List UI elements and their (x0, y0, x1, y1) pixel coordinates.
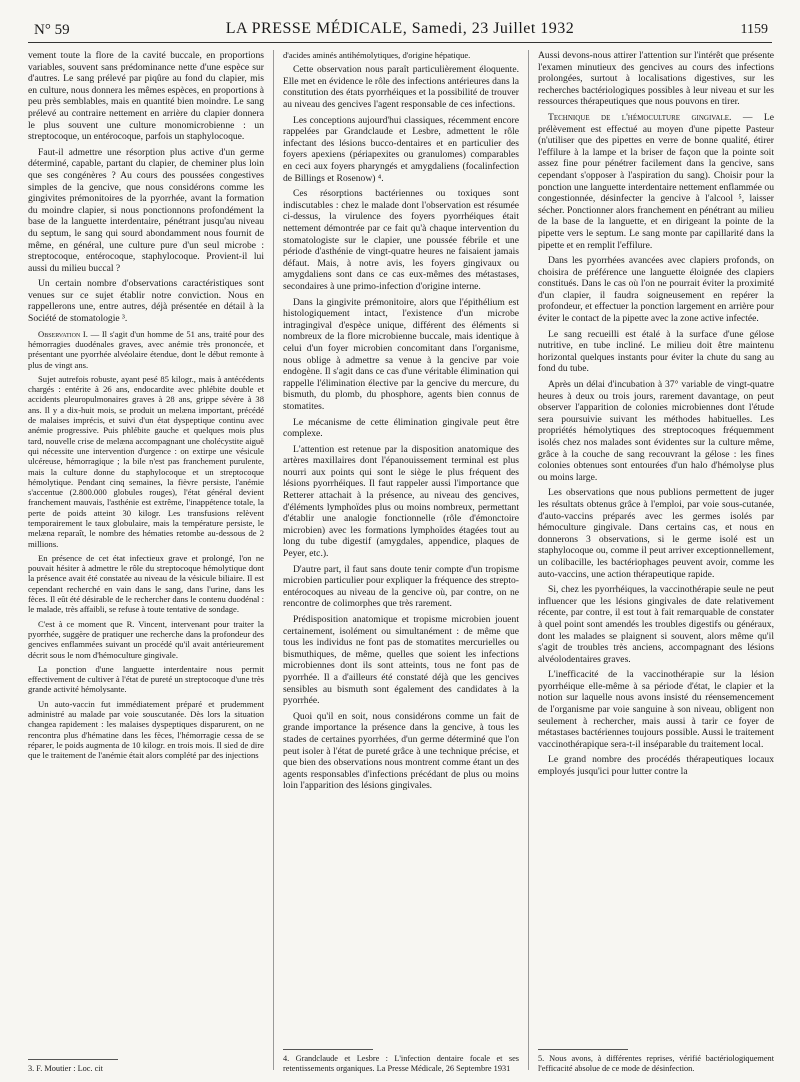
paragraph: Faut-il admettre une résorption plus active d'un germe déterminé, capable, partant du clapier, de cheminer plus loin que ses congénères ? Au cours des poussées congestives simples de la gencive, que nous considérons comme les gingivites prémonitoires de la pyorrhée, avant la formation du moindre clapier, si nous ponctionnons profondément la base de la languette interdentaire, pénétrant jusqu'au niveau du septum, le sang qui sourd abondamment nous fournit de même, en général, une culture pure d'un seul microbe : streptocoque, entérocoque, staphylocoque. Provient-il lui aussi du milieu buccal ? (28, 146, 264, 274)
issue-number: N° 59 (34, 22, 70, 38)
observation-text: — Il s'agit d'un homme de 51 ans, traité pour des hémorragies duodénales graves, avec anémie très prononcée, et présentant une pyorrhée alvéolaire étendue, dont le début remonte à plus de vingt ans. (28, 328, 264, 370)
paragraph: Le grand nombre des procédés thérapeutiques locaux employés jusqu'ici pour lutter contre la (538, 754, 774, 778)
footnote-block (538, 1041, 774, 1078)
paragraph: Les observations que nous publions permettent de juger les résultats obtenus grâce à l'emploi, par voie sous-cutanée, d'auto-vaccins préparés avec les germes isolés par hémoculture gingivale. Dans certains cas, et nous en donnerons 3 observations, si le germe isolé est un staphylocoque ou, comme il peut arriver exceptionnellement, un colibacille, les bactériophages peuvent avoir, comme les auto-vaccins, une action thérapeutique rapide. (538, 487, 774, 580)
paragraph: Si, chez les pyorrhéiques, la vaccinothérapie seule ne peut influencer que les lésions gingivales de date relativement récente, par contre, il est tout à fait remarquable de constater à quel point sont amendés les troubles digestifs ou généraux, dont les malades se plaignent si souvent, alors même qu'il s'agit de troubles très anciens, accompagnant des lésions alvéolodentaires graves. (538, 584, 774, 665)
paragraph: Prédisposition anatomique et tropisme microbien jouent certainement, isolément ou simultanément : de même que tous les individus ne font pas de stomatites mercurielles ou bismuthiques, de même, quelles que soient les infections microbiennes dont ils sont atteints, tous ne font pas de pyorrhée. Il a d'ailleurs été constaté déjà que les gencives sensibles au bismuth sont également des candidates à la pyorrhée. (283, 614, 519, 707)
paragraph: Les conceptions aujourd'hui classiques, récemment encore rappelées par Grandclaude et Lesbre, admettent le rôle infectant des lésions bucco-dentaires et en particulier des foyers apexiens (périapexites ou granulomes) comparables en ceci aux foyers pharyngés et amygdaliens (focalinfection de Billings et Rosenow) ⁴. (283, 114, 519, 184)
footnote-separator (283, 1049, 373, 1050)
technique-label: Technique de l'hémoculture gingivale. (548, 111, 732, 123)
paragraph: C'est à ce moment que R. Vincent, intervenant pour traiter la pyorrhée, suggère de pratiquer une recherche dans la profondeur des gencives enflammées suivant un procédé qu'il avait antérieurement décrit sous le nom d'hémoculture gingivale. (28, 618, 264, 660)
paragraph: Aussi devons-nous attirer l'attention sur l'intérêt que présente l'examen minutieux des gencives au cours des infections prolongées, surtout à localisations digestives, sur les recherches bactériologiques possibles à leur niveau et sur les ressources thérapeutiques que nous pouvons en tirer. (538, 50, 774, 108)
column-rule (528, 50, 529, 1070)
paragraph: En présence de cet état infectieux grave et prolongé, l'on ne pouvait hésiter à admettre le rôle du streptocoque hémolytique dont la présence avait été constatée au niveau de la vésicule biliaire. Il est cependant recherché en vain dans le sang, dans l'urine, dans les fèces. Il eût été désirable de le rechercher dans le contenu duodénal : le malade, très affaibli, se refuse à toute tentative de sondage. (28, 552, 264, 615)
footnote: 5. Nous avons, à différentes reprises, vérifié bactériologiquement l'efficacité absolue de ce mode de désinfection. (538, 1054, 774, 1073)
paragraph: L'attention est retenue par la disposition anatomique des artères maxillaires dont l'épanouissement terminal est plus nourri aux points qui sont le siège le plus fréquent des lésions pyorrhéiques. Il faut rappeler aussi l'importance que Retterer attachait à la présence, au niveau des gencives, d'éléments lymphoïdes plus ou moins nombreux, permettant d'établir une analogie fonctionnelle (rôle d'émonctoire microbien) avec les formations lymphoïdes étagées tout au long du tube digestif (amygdales, appendice, plaques de Peyer, etc.). (283, 443, 519, 560)
paragraph: vement toute la flore de la cavité buccale, en proportions variables, souvent sans prédominance nette d'une espèce sur d'autres. Le sang prélevé par piqûre au fond du clapier, mis en culture, nous donnera les mêmes espèces, en proportions à peu près semblables, mais en quantité bien moindre. Le sang prélevé au contraire nettement en arrière du clapier donnera le plus souvent une culture monomicrobienne : un streptocoque, un entérocoque, parfois un staphylocoque. (28, 50, 264, 143)
paragraph: Quoi qu'il en soit, nous considérons comme un fait de grande importance la présence dans la gencive, à tous les stades de certaines pyorrhées, d'un germe déterminé que l'on peut isoler à l'état de pureté grâce à une technique précise, et que bien des observations nous montrent comme étant un des agents responsables d'infections précédant de plus ou moins loin l'apparition des lésions gingivales. (283, 710, 519, 792)
column-3 (538, 50, 774, 1078)
footnote: 4. Grandclaude et Lesbre : L'infection dentaire focale et ses retentissements organiques. La Presse Médicale, 26 Septembre 1931 (283, 1054, 519, 1073)
column-1 (28, 50, 264, 1078)
observation-label: Observation I. (38, 328, 88, 339)
paragraph: Un auto-vaccin fut immédiatement préparé et prudemment administré au malade par voie souscutanée. Dès lors la situation changea rapidement : les malaises dyspeptiques disparurent, on ne rencontra plus d'hématine dans les fèces, l'hémorragie cessa de se réparer, le poids augmenta de 10 kilogr. en trois mois. Il sied de dire que le traitement de l'anémie était alors complété par des injections (28, 698, 264, 761)
observation-paragraph (28, 329, 264, 370)
column-2 (283, 50, 519, 1078)
paragraph: L'inefficacité de la vaccinothérapie sur la lésion pyorrhéique elle-même à sa période d'état, le clapier et la notion sur laquelle nous avons insisté du réensemencement de l'organisme par voie sanguine à son niveau, obligent non seulement à rechercher, mais aussi à tarir ce foyer de métastases bactériennes toujours possible. Aussi le traitement vaccinothérapique sera-t-il inséparable du traitement local. (538, 669, 774, 750)
footnote-block (283, 1041, 519, 1078)
paragraph: Ces résorptions bactériennes ou toxiques sont indiscutables : chez le malade dont l'observation est résumée ci-dessus, la virulence des foyers pyorrhéiques était nettement démontrée par ce fait qu'à chaque intervention du stomatologiste sur le clapier, une poussée fébrile et une période d'asthénie de vingt-quatre heures ne faisaient jamais défaut. Mais, à notre avis, les foyers gingivaux ou amygdaliens sont dans ce cas eux-mêmes des métastases, secondaires à une primo-infection d'origine interne. (283, 188, 519, 292)
paragraph: Cette observation nous paraît particulièrement éloquente. Elle met en évidence le rôle des infections antérieures dans la constitution des états pyorrhéiques et la possibilité de trouver au niveau des gencives l'agent responsable de ces infections. (283, 64, 520, 111)
paragraph: d'acides aminés antihémolytiques, d'origine hépatique. (283, 50, 471, 60)
column-rule (273, 50, 274, 1070)
footnote-block (28, 1051, 264, 1078)
paragraph: Le mécanisme de cette élimination gingivale peut être complexe. (283, 416, 519, 440)
technique-paragraph (538, 112, 774, 251)
page-header (28, 16, 772, 43)
paragraph: Après un délai d'incubation à 37° variable de vingt-quatre heures à deux ou trois jours, rarement davantage, on peut observer l'apparition de colonies microbiennes dont l'étude sera poursuivie suivant les méthodes habituelles. Les propriétés hémolytiques des streptocoques fréquemment isolés chez nos malades sont évidentes sur la culture même, grâce à la couche de sang recouvrant la gélose : les fines colonies obtenues sont entourées d'un halo d'hémolyse plus ou moins large. (538, 379, 774, 483)
paragraph: Dans les pyorrhées avancées avec clapiers profonds, on choisira de préférence une languette éloignée des clapiers constitués. Dans le cas où l'on ne pourrait éviter la proximité d'un clapier, il faudra soigneusement en repérer la profondeur, et effectuer la ponction largement en arrière pour éviter le contact de la pipette avec la zone active infectée. (538, 255, 774, 325)
paragraph: Dans la gingivite prémonitoire, alors que l'épithélium est histologiquement intact, l'existence d'un microbe intragingival d'espèce unique, différent des éléments si nombreux de la flore microbienne buccale, mais identique à celui d'un foyer microbien concomitant dans l'organisme, nous oblige à admettre sa venue à la gencive par voie endogène. Il s'agit dans ce cas d'une véritable élimination qui rappelle l'élimination élective par la gencive du mercure, du bismuth, du plomb, du phosphore, agents bien connus de stomatites. (283, 296, 519, 412)
paragraph: Sujet autrefois robuste, ayant pesé 85 kilogr., mais à antécédents chargés : entérite à 26 ans, endocardite avec phlébite double et accidents pleuropulmonaires graves à 28 ans, grippe sévère à 38 ans. Il y a dix-huit mois, se produit un melæna important, précédé de malaises imprécis, et suivi d'un état dyspeptique continu avec anémie progressive. Puis phlébite gauche et quelques mois plus tard, nouvelle crise de melæna accompagnant une cholécystite aiguë qui nécessite une intervention d'urgence : on extirpe une vésicule ulcéreuse, hémorragique ; la bile n'est pas franchement purulente, mais la culture donne du staphylocoque et un streptocoque hémolytique. Pendant cinq semaines, la fièvre persiste, l'anémie s'accentue (2.800.000 globules rouges), l'état général devient franchement mauvais, l'asthénie est extrême, l'inappétence totale, la perte de poids atteint 30 kilogr. Les transfusions relèvent temporairement le taux globulaire, mais la température persiste, le melæna reparaît, le nombre des hématies retombe au-dessous de 2 millions. (28, 373, 264, 549)
paragraph: D'autre part, il faut sans doute tenir compte d'un tropisme microbien particulier pour expliquer la fréquence des strepto-entérocoques au niveau de la gencive où, par contre, on ne rencontre de colimorphes que très rarement. (283, 563, 519, 610)
footnote: 3. F. Moutier : Loc. cit (28, 1064, 103, 1073)
paragraph: La ponction d'une languette interdentaire nous permit effectivement de cultiver à l'état de pureté un streptocoque d'une très grande activité hémolysante. (28, 663, 264, 695)
footnote-separator (538, 1049, 628, 1050)
technique-text: — Le prélèvement est effectué au moyen d'une pipette Pasteur (n'utiliser que des pipettes en verre de bonne qualité, étirer l'effilure à la lampe et la briser de façon que la pointe soit assez fine pour pénétrer facilement dans la gencive, sans cependant s'opposer à l'aspiration du sang). Choisir pour la ponction une languette interdentaire nettement enflammée ou congestionnée, désinfecter la gencive à l'alcool ⁵, laisser sécher. Ponctionner alors franchement en pénétrant au milieu de la base de la languette, et en dirigeant la pointe de la pipette vers le septum. Le sang monte par capillarité dans la pipette et en remplit l'effilure. (538, 111, 774, 251)
page-number: 1159 (740, 22, 768, 37)
footnote-separator (28, 1059, 118, 1060)
journal-title: LA PRESSE MÉDICALE, Samedi, 23 Juillet 1932 (225, 20, 575, 37)
paragraph: Le sang recueilli est étalé à la surface d'une gélose nutritive, en tube incliné. Le milieu doit être maintenu horizontal quelques instants pour éviter la chute du sang au fond du tube. (538, 328, 774, 375)
paragraph: Un certain nombre d'observations caractéristiques sont venues sur ce sujet établir notre conviction. Nous en rappellerons une, entre autres, déjà présentée en détail à la Société de stomatologie ³. (28, 278, 264, 325)
